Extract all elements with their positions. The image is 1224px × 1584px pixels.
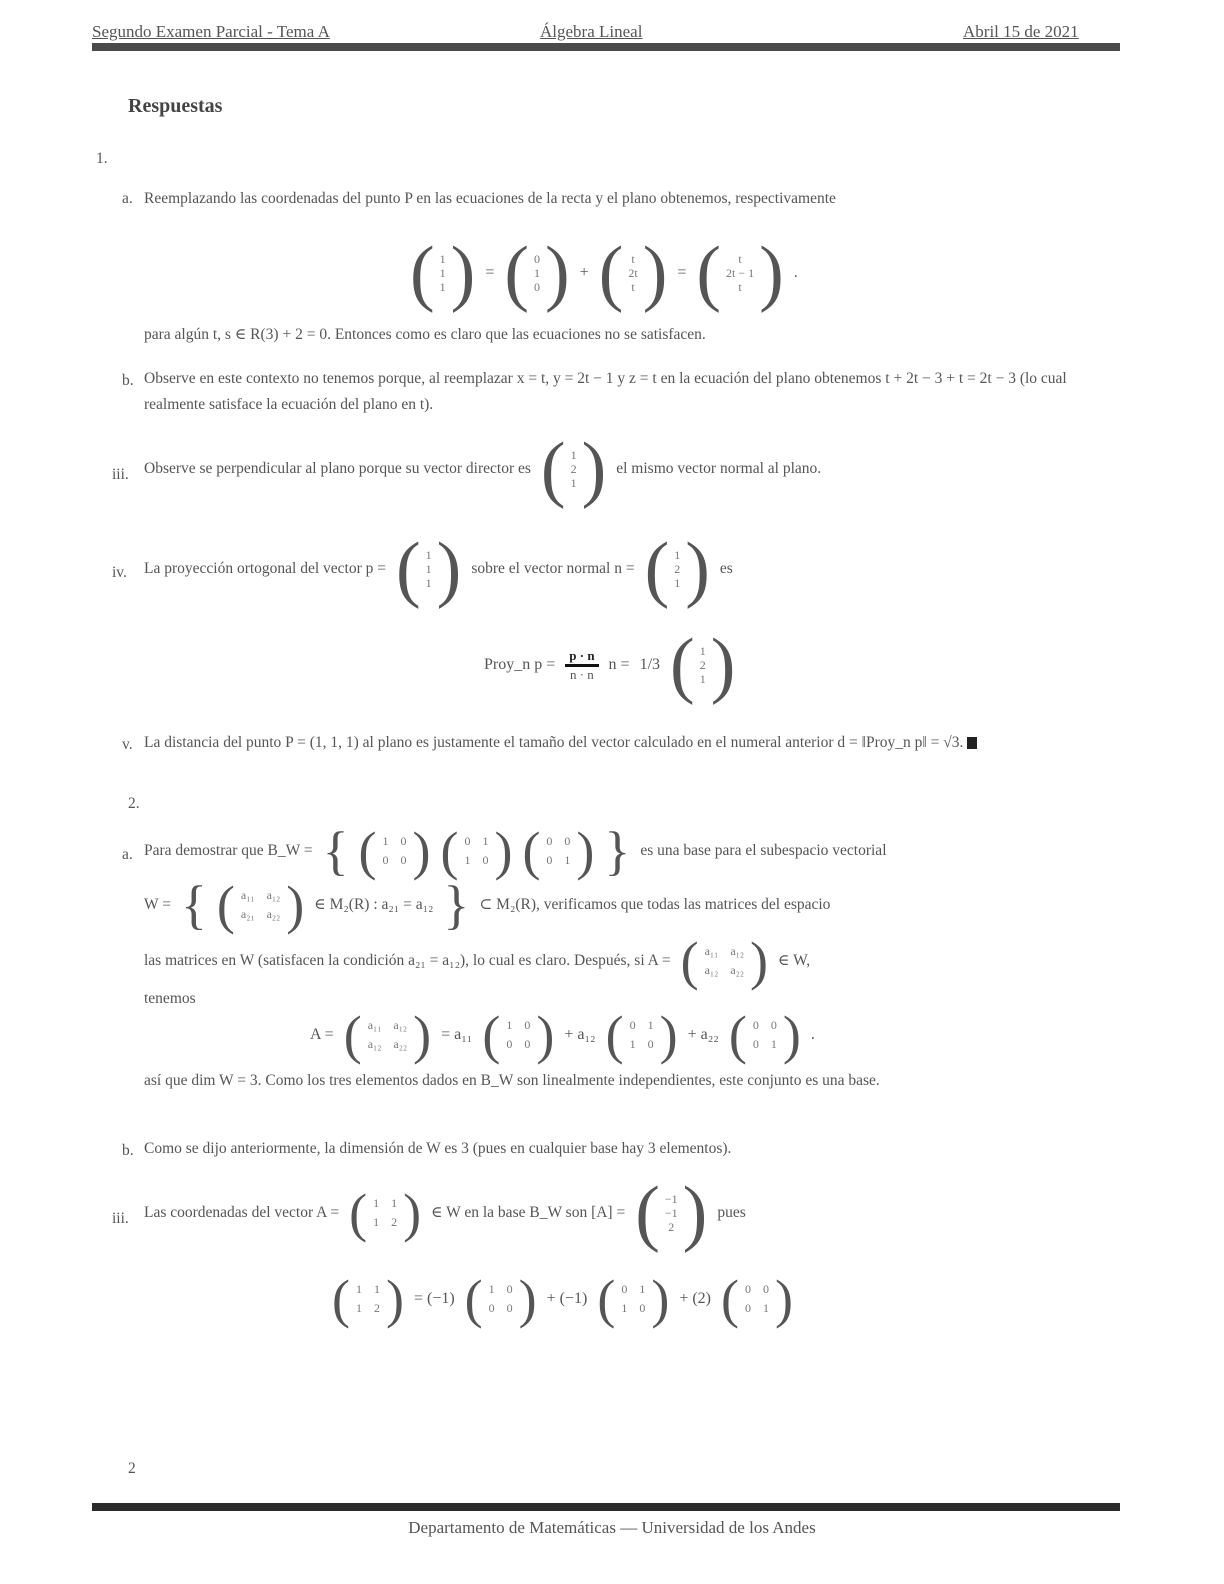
item-2c-label: iii. xyxy=(112,1210,129,1227)
matrix: ( t 2t − 1 t ) xyxy=(696,232,784,314)
item-1d-line: La proyección ortogonal del vector p = ( 1 1 1 ) sobre el vector normal n = ( 1 2 1 ) es xyxy=(144,528,733,610)
item-2a-label: a. xyxy=(122,846,133,863)
matrix: ( 1 1 1 2 ) xyxy=(332,1269,404,1329)
item-2a-line1: Para demostrar que B_W = { ( 1 0 0 0 ) ( 0 1 1 0 ) ( 0 0 0 1 ) } es una base para el subespacio vectorial xyxy=(144,821,887,881)
header-course-exam: Segundo Examen Parcial - Tema A xyxy=(92,22,330,41)
footer-rule xyxy=(92,1503,1120,1511)
matrix: ( −1 −1 2 ) xyxy=(635,1172,708,1254)
item-2a-line3: las matrices en W (satisfacen la condición a₂₁ = a₁₂), lo cual es claro. Después, si A = ( a₁₁ a₁₂ a₁₂ a₂₂ ) ∈ W, xyxy=(144,931,811,991)
matrix: ( a₁₁ a₁₂ a₂₁ a₂₂ ) xyxy=(216,875,305,935)
fraction: $\frac{p \cdot n}{n \cdot n}$ xyxy=(565,648,598,683)
matrix: ( 0 0 0 1 ) xyxy=(728,1005,801,1065)
matrix: ( 1 0 0 0 ) xyxy=(358,821,431,881)
page-number: 2 xyxy=(128,1460,136,1477)
matrix: ( 0 1 1 0 ) xyxy=(440,821,513,881)
item-2c-line: Las coordenadas del vector A = ( 1 1 1 2 ) ∈ W en la base B_W son [A] = ( −1 −1 2 ) pues xyxy=(144,1172,746,1254)
item-1e-text: La distancia del punto P = (1, 1, 1) al plano es justamente el tamaño del vector calculado en el numeral anterior d = ‖Proy_n p‖ = √3. xyxy=(144,730,1119,756)
section-title: Respuestas xyxy=(128,95,223,117)
problem-2-number: 2. xyxy=(128,795,140,812)
matrix: ( 0 1 1 0 ) xyxy=(597,1269,670,1329)
matrix: ( t 2t t ) xyxy=(598,232,668,314)
matrix: ( 1 1 1 ) xyxy=(410,232,476,314)
qed-icon xyxy=(967,737,977,749)
item-1a-equation: ( 1 1 1 ) = ( 0 1 0 ) + ( t 2t t ) = ( t 2t − 1 t ) . xyxy=(410,232,798,314)
item-2a-conclusion: así que dim W = 3. Como los tres elementos dados en B_W son linealmente independientes, este conjunto es una base. xyxy=(144,1072,880,1089)
projection-formula: Proy_n p = $\frac{p \cdot n}{n \cdot n}$ n = 1/3 ( 1 2 1 ) xyxy=(484,624,736,706)
footer-text: Departamento de Matemáticas — Universidad de los Andes xyxy=(408,1518,816,1537)
matrix: ( 1 2 1 ) xyxy=(644,528,710,610)
matrix: ( 1 2 1 ) xyxy=(670,624,736,706)
matrix: ( 1 0 0 0 ) xyxy=(482,1005,555,1065)
item-1c-line: Observe se perpendicular al plano porque su vector director es ( 1 2 1 ) el mismo vector normal al plano. xyxy=(144,428,822,510)
matrix: ( a₁₁ a₁₂ a₁₂ a₂₂ ) xyxy=(343,1005,432,1065)
matrix: ( 0 1 1 0 ) xyxy=(605,1005,678,1065)
item-2a-line4: tenemos xyxy=(144,990,196,1007)
matrix: ( 0 1 0 ) xyxy=(504,232,570,314)
item-1d-label: iv. xyxy=(112,564,127,581)
matrix: ( 1 1 1 ) xyxy=(396,528,462,610)
item-1a-label: a. xyxy=(122,190,133,207)
item-1a-text: Reemplazando las coordenadas del punto P en las ecuaciones de la recta y el plano obtenemos, respectivamente xyxy=(144,190,836,207)
matrix: ( 1 1 1 2 ) xyxy=(349,1183,422,1243)
item-1e-label: v. xyxy=(122,736,133,753)
item-2b-label: b. xyxy=(122,1142,134,1159)
decomposition-equation: A = ( a₁₁ a₁₂ a₁₂ a₂₂ ) = a₁₁ ( 1 0 0 0 ) + a₁₂ ( 0 1 1 0 ) + a₂₂ ( 0 0 0 1 ) . xyxy=(310,1005,815,1065)
header-date: Abril 15 de 2021 xyxy=(963,22,1079,41)
item-1b-text: Observe en este contexto no tenemos porque, al reemplazar x = t, y = 2t − 1 y z = t en la ecuación del plano obtenemos t + 2t − 3 + t = 2t − 3 (lo cual realmente satisface la ecuación del plano en t). xyxy=(144,370,1067,413)
matrix: ( 0 0 0 1 ) xyxy=(522,821,595,881)
header-rule xyxy=(92,43,1120,51)
matrix: ( 1 0 0 0 ) xyxy=(464,1269,537,1329)
item-1a-conclusion: para algún t, s ∈ R(3) + 2 = 0. Entonces como es claro que las ecuaciones no se satisfacen. xyxy=(144,326,706,343)
item-1c-label: iii. xyxy=(112,466,129,483)
coordinates-equation: ( 1 1 1 2 ) = (−1) ( 1 0 0 0 ) + (−1) ( 0 1 1 0 ) + (2) ( 0 0 0 1 ) xyxy=(332,1269,793,1329)
matrix: ( 1 2 1 ) xyxy=(540,428,607,510)
item-1b-label: b. xyxy=(122,372,134,389)
problem-1-number: 1. xyxy=(96,150,108,167)
item-2a-line2: W = { ( a₁₁ a₁₂ a₂₁ a₂₂ ) ∈ M₂(R) : a₂₁ = a₁₂ } ⊂ M₂(R), verificamos que todas las matrices del espacio xyxy=(144,875,831,935)
item-2b-text: Como se dijo anteriormente, la dimensión de W es 3 (pues en cualquier base hay 3 elementos). xyxy=(144,1140,732,1157)
matrix: ( 0 0 0 1 ) xyxy=(721,1269,793,1329)
matrix: ( a₁₁ a₁₂ a₁₂ a₂₂ ) xyxy=(680,931,768,991)
header-subject: Álgebra Lineal xyxy=(540,22,643,41)
